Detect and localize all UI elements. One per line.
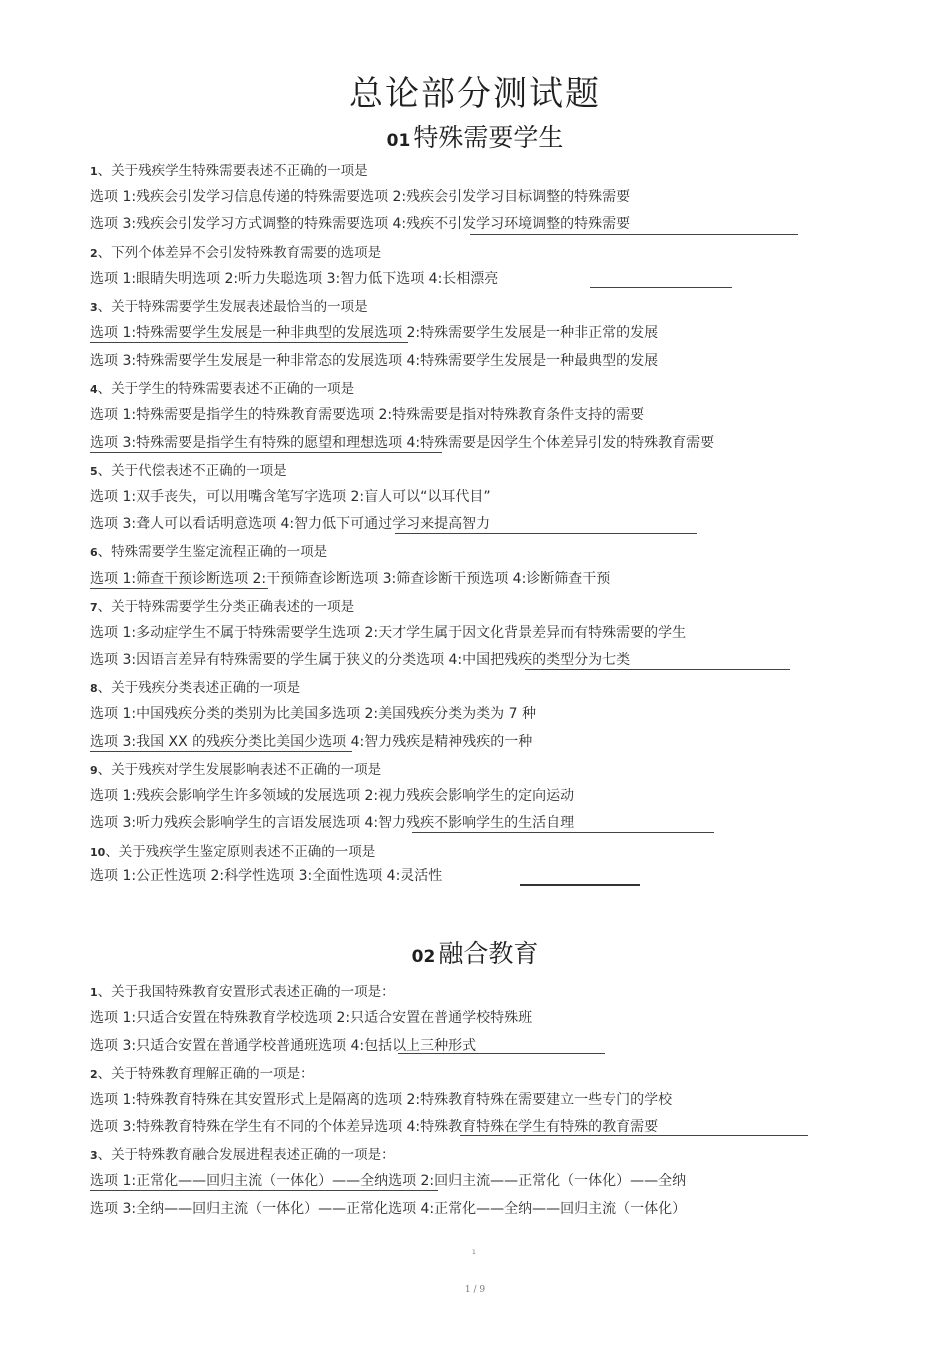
answer-underline xyxy=(520,884,640,886)
answer-underline xyxy=(395,533,697,534)
answer-underline xyxy=(90,751,352,752)
question-number: 3 xyxy=(90,301,98,314)
answer-underline xyxy=(90,1190,438,1191)
option-line: 选项 3:特殊需要学生发展是一种非常态的发展选项 4:特殊需要学生发展是一种最典型的发展 xyxy=(90,353,659,369)
question-number: 2 xyxy=(90,1068,98,1081)
option-line: 选项 1:特殊需要学生发展是一种非典型的发展选项 2:特殊需要学生发展是一种非正常的发展 xyxy=(90,325,659,341)
answer-underline xyxy=(590,287,732,288)
question-text: 、关于代偿表述不正确的一项是 xyxy=(97,463,287,479)
question-text: 、关于学生的特殊需要表述不正确的一项是 xyxy=(97,381,355,397)
answer-underline xyxy=(90,452,442,453)
question-line xyxy=(90,543,327,562)
section-title xyxy=(0,118,950,154)
option-line: 选项 3:特殊需要是指学生有特殊的愿望和理想选项 4:特殊需要是因学生个体差异引发的特殊教育需要 xyxy=(90,435,715,451)
section-name: 融合教育 xyxy=(438,939,539,968)
question-text: 、特殊需要学生鉴定流程正确的一项是 xyxy=(97,544,328,560)
option-line: 选项 1:残疾会影响学生许多领域的发展选项 2:视力残疾会影响学生的定向运动 xyxy=(90,788,575,804)
question-line xyxy=(90,843,375,862)
option-line: 选项 1:公正性选项 2:科学性选项 3:全面性选项 4:灵活性 xyxy=(90,868,443,884)
question-text: 、关于残疾学生特殊需要表述不正确的一项是 xyxy=(97,163,368,179)
question-line xyxy=(90,679,300,698)
question-number: 7 xyxy=(90,601,98,614)
page-title: 总论部分测试题 xyxy=(349,74,601,114)
question-line xyxy=(90,380,354,399)
question-text: 、关于残疾分类表述正确的一项是 xyxy=(97,680,301,696)
question-line xyxy=(90,1065,314,1084)
question-number: 6 xyxy=(90,546,98,559)
section-name: 特殊需要学生 xyxy=(413,123,564,152)
question-text: 、关于残疾学生鉴定原则表述不正确的一项是 xyxy=(105,844,376,860)
answer-underline xyxy=(90,588,268,589)
answer-underline xyxy=(525,669,790,670)
page-indicator: 1 / 9 xyxy=(464,1285,486,1295)
answer-underline xyxy=(90,342,408,343)
question-number: 1 xyxy=(90,986,98,999)
option-line: 选项 1:多动症学生不属于特殊需要学生选项 2:天才学生属于因文化背景差异而有特殊需要的学生 xyxy=(90,625,687,641)
question-number: 5 xyxy=(90,465,98,478)
option-line: 选项 3:特殊教育特殊在学生有不同的个体差异选项 4:特殊教育特殊在学生有特殊的教育需要 xyxy=(90,1119,659,1135)
question-number: 1 xyxy=(90,165,98,178)
question-number: 10 xyxy=(90,846,106,859)
option-line: 选项 1:只适合安置在特殊教育学校选项 2:只适合安置在普通学校特殊班 xyxy=(90,1010,533,1026)
question-text: 、关于特殊需要学生分类正确表述的一项是 xyxy=(97,599,355,615)
option-line: 选项 1:眼睛失明选项 2:听力失聪选项 3:智力低下选项 4:长相漂亮 xyxy=(90,271,499,287)
option-line: 选项 3:因语言差异有特殊需要的学生属于狭义的分类选项 4:中国把残疾的类型分为七类 xyxy=(90,652,631,668)
option-line: 选项 1:双手丧失，可以用嘴含笔写字选项 2:盲人可以“以耳代目” xyxy=(90,489,491,505)
option-line: 选项 3:全纳——回归主流（一体化）——正常化选项 4:正常化——全纳——回归主流（一体化） xyxy=(90,1201,687,1217)
question-text: 、关于特殊教育理解正确的一项是： xyxy=(97,1066,314,1082)
question-text: 、关于特殊教育融合发展进程表述正确的一项是： xyxy=(97,1147,395,1163)
option-line: 选项 1:正常化——回归主流（一体化）——全纳选项 2:回归主流——正常化（一体化）——全纳 xyxy=(90,1173,687,1189)
option-line: 选项 3:残疾会引发学习方式调整的特殊需要选项 4:残疾不引发学习环境调整的特殊需要 xyxy=(90,216,631,232)
answer-underline xyxy=(412,832,714,833)
question-number: 9 xyxy=(90,764,98,777)
option-line: 选项 1:中国残疾分类的类别为比美国多选项 2:美国残疾分类为类为 7 种 xyxy=(90,706,536,722)
section-title xyxy=(0,934,950,970)
question-text: 、关于我国特殊教育安置形式表述正确的一项是： xyxy=(97,984,395,1000)
question-number: 4 xyxy=(90,383,98,396)
question-number: 8 xyxy=(90,682,98,695)
question-line xyxy=(90,761,381,780)
option-line: 选项 1:特殊需要是指学生的特殊教育需要选项 2:特殊需要是指对特殊教育条件支持的需要 xyxy=(90,407,645,423)
option-line: 选项 1:筛查干预诊断选项 2:干预筛查诊断选项 3:筛查诊断干预选项 4:诊断筛查干预 xyxy=(90,571,611,587)
question-number: 3 xyxy=(90,1149,98,1162)
question-line xyxy=(90,1146,395,1165)
question-text: 、下列个体差异不会引发特殊教育需要的选项是 xyxy=(97,245,382,261)
question-line xyxy=(90,983,395,1002)
question-text: 、关于特殊需要学生发展表述最恰当的一项是 xyxy=(97,299,368,315)
option-line: 选项 1:残疾会引发学习信息传递的特殊需要选项 2:残疾会引发学习目标调整的特殊需要 xyxy=(90,189,631,205)
answer-underline xyxy=(460,1135,808,1136)
option-line: 选项 3:聋人可以看话明意选项 4:智力低下可通过学习来提高智力 xyxy=(90,516,491,532)
option-line: 选项 3:我国 XX 的残疾分类比美国少选项 4:智力残疾是精神残疾的一种 xyxy=(90,734,533,750)
question-line xyxy=(90,298,368,317)
option-line: 选项 1:特殊教育特殊在其安置形式上是隔离的选项 2:特殊教育特殊在需要建立一些专门的学校 xyxy=(90,1092,673,1108)
question-line xyxy=(90,244,381,263)
question-line xyxy=(90,598,354,617)
question-line xyxy=(90,162,368,181)
question-number: 2 xyxy=(90,247,98,260)
answer-underline xyxy=(470,234,798,235)
option-line: 选项 3:听力残疾会影响学生的言语发展选项 4:智力残疾不影响学生的生活自理 xyxy=(90,815,575,831)
question-text: 、关于残疾对学生发展影响表述不正确的一项是 xyxy=(97,762,382,778)
footer-mark: 1 xyxy=(472,1249,476,1256)
option-line: 选项 3:只适合安置在普通学校普通班选项 4:包括以上三种形式 xyxy=(90,1038,477,1054)
section-number: 01 xyxy=(386,131,411,151)
answer-underline xyxy=(398,1053,605,1054)
section-number: 02 xyxy=(411,947,436,967)
question-line xyxy=(90,462,287,481)
